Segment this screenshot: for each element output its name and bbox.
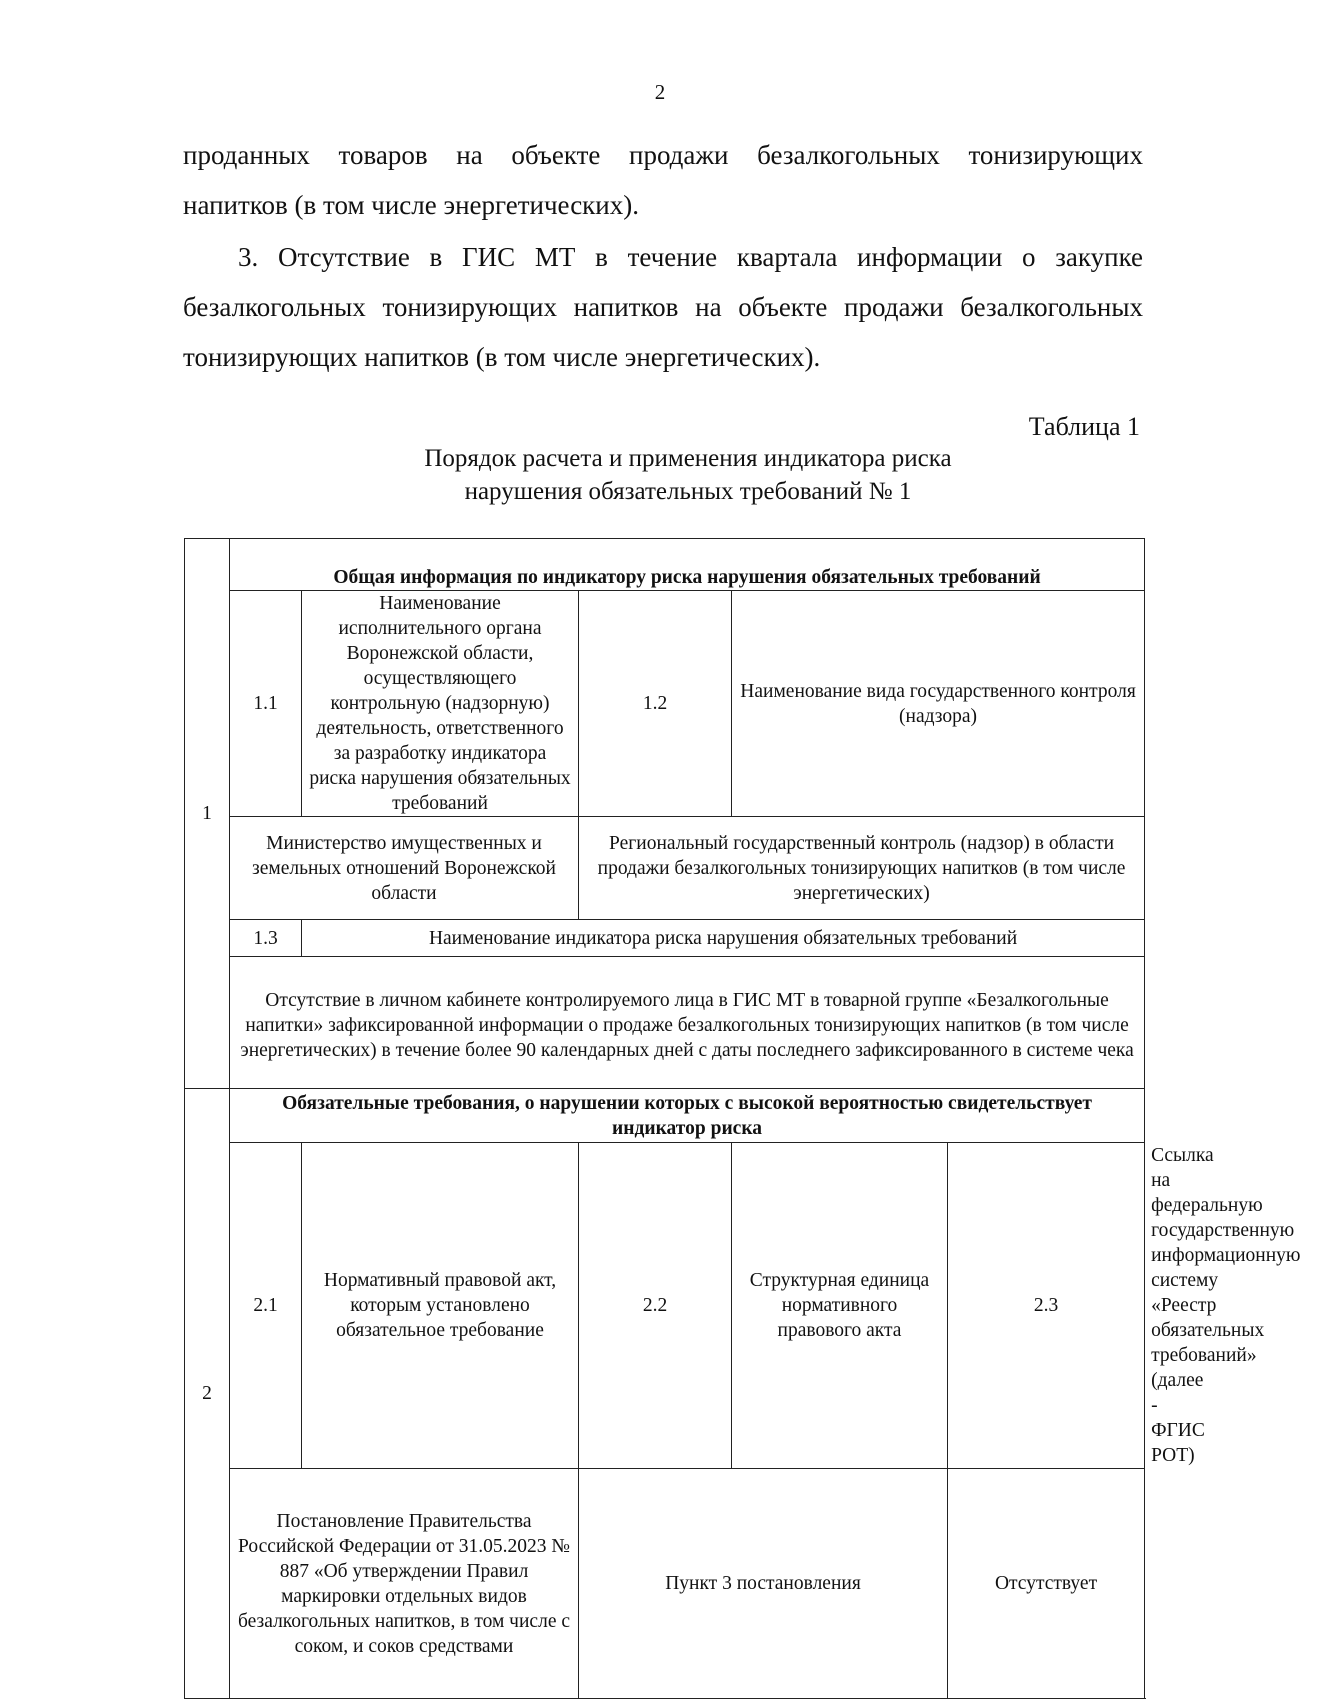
- section-1-number: 1: [185, 539, 230, 1089]
- value-2-3: Отсутствует: [948, 1469, 1145, 1699]
- row-number-1-2: 1.2: [579, 591, 732, 817]
- table-title: [183, 442, 1193, 508]
- row-number-1-1: 1.1: [230, 591, 302, 817]
- value-1-3: Отсутствие в личном кабинете контролируемого лица в ГИС МТ в товарной группе «Безалкогольные напитки» зафиксированной информации о продаже безалкогольных тонизирующих напитков (в том числе энергетических) в течение более 90 календарных дней с даты последнего зафиксированного в системе чека: [230, 957, 1145, 1089]
- value-1-2: Региональный государственный контроль (надзор) в области продажи безалкогольных тонизирующих напитков (в том числе энергетических): [579, 817, 1145, 920]
- label-1-2: Наименование вида государственного контроля (надзора): [732, 591, 1145, 817]
- paragraph-continuation-line2: напитков (в том числе энергетических).: [183, 190, 639, 220]
- row-number-1-3: 1.3: [230, 920, 302, 957]
- row-number-2-3: 2.3: [948, 1143, 1145, 1469]
- value-2-1: Постановление Правительства Российской Федерации от 31.05.2023 № 887 «Об утверждении Правил маркировки отдельных видов безалкогольных напитков, в том числе с соком, и соков средствами: [230, 1469, 579, 1699]
- label-1-3: Наименование индикатора риска нарушения обязательных требований: [302, 920, 1145, 957]
- body-text: [183, 130, 1143, 382]
- section-2-header: Обязательные требования, о нарушении которых с высокой вероятностью свидетельствует индикатор риска: [230, 1089, 1145, 1143]
- paragraph-item-3: 3. Отсутствие в ГИС МТ в течение квартала информации о закупке безалкогольных тонизирующих напитков на объекте продажи безалкогольных тонизирующих напитков (в том числе энергетических).: [183, 242, 1143, 372]
- section-2-number: 2: [185, 1089, 230, 1699]
- section-1-header: Общая информация по индикатору риска нарушения обязательных требований: [230, 539, 1145, 591]
- risk-indicator-table: 1 Общая информация по индикатору риска нарушения обязательных требований 1.1 Наименование исполнительного органа Воронежской области, осуществляющего контрольную (надзорную) деятельность, ответственного за разработку индикатора риска нарушения обязательных требований 1.2 Наименование вида государственного контроля (надзора) Министерство имущественных и земельных отношений Воронежской области Региональный государственный контроль (надзор) в области продажи безалкогольных тонизирующих напитков (в том числе энергетических) 1.3 Наименование индикатора риска нарушения обязательных требований Отсутствие в личном кабинете контролируемого лица в ГИС МТ в товарной группе «Безалкогольные напитки» зафиксированной информации о продаже безалкогольных тонизирующих напитков (в том числе энергетических) в течение более 90 календарных дней с даты последнего зафиксированного в системе чека 2 Обязательные требования, о нарушении которых с высокой вероятностью свидетельствует индикатор риска 2.1 Нормативный правовой акт, которым установлено обязательное требование 2.2 Структурная единица нормативного правового акта 2.3 Ссылка на федеральную государственную информационную систему «Реестр обязательных требований» (далее - ФГИС РОТ) Постановление Правительства Российской Федерации от 31.05.2023 № 887 «Об утверждении Правил маркировки отдельных видов безалкогольных напитков, в том числе с соком, и соков средствами Пункт 3 постановления Отсутствует: [184, 538, 1145, 1699]
- table-title-line1: Порядок расчета и применения индикатора риска: [424, 445, 952, 472]
- label-1-1: Наименование исполнительного органа Воронежской области, осуществляющего контрольную (надзорную) деятельность, ответственного за разработку индикатора риска нарушения обязательных требований: [302, 591, 579, 817]
- table-title-line2: нарушения обязательных требований № 1: [464, 478, 912, 505]
- value-1-1: Министерство имущественных и земельных отношений Воронежской области: [230, 817, 579, 920]
- row-number-2-1: 2.1: [230, 1143, 302, 1469]
- table-label: Таблица 1: [1028, 412, 1140, 441]
- paragraph-continuation-line1: проданных товаров на объекте продажи безалкогольных тонизирующих: [183, 140, 1143, 170]
- label-2-2: Структурная единица нормативного правового акта: [732, 1143, 948, 1469]
- page-number: 2: [654, 80, 666, 104]
- row-number-2-2: 2.2: [579, 1143, 732, 1469]
- label-2-1: Нормативный правовой акт, которым установлено обязательное требование: [302, 1143, 579, 1469]
- value-2-2: Пункт 3 постановления: [579, 1469, 948, 1699]
